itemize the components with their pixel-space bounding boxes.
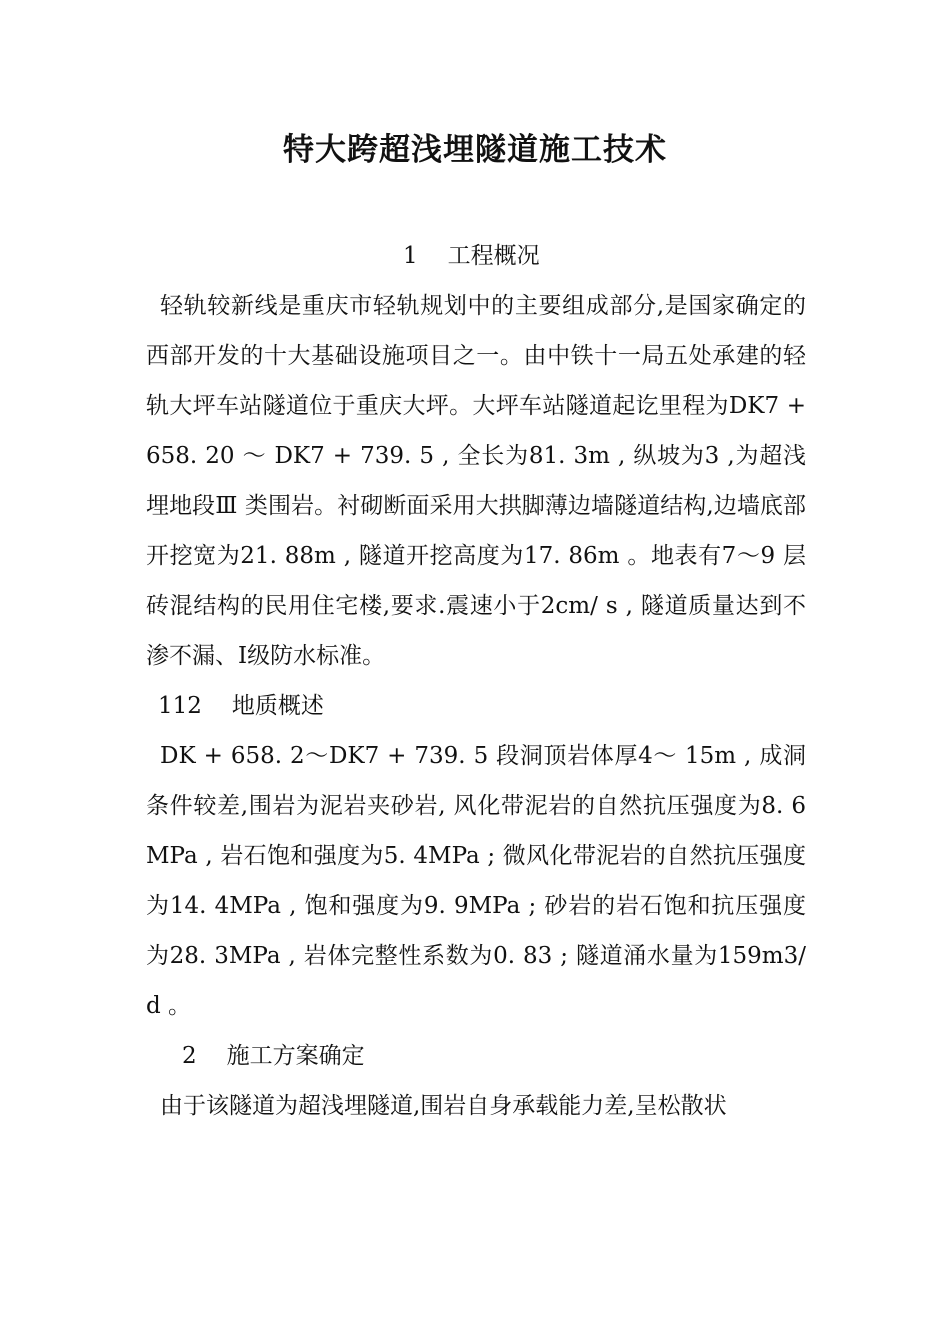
section-title: 地质概述 [231,693,324,719]
section-heading-overview [146,231,806,281]
document-title: 特大跨超浅埋隧道施工技术 [283,132,667,168]
section-heading-construction-plan [146,1031,806,1081]
paragraph-geology: DK + 658. 2～DK7 + 739. 5 段洞顶岩体厚4～ 15m , 成洞条件较差,围岩为泥岩夹砂岩, 风化带泥岩的自然抗压强度为8. 6MPa , 岩石饱和强度为5. 4MPa ; 微风化带泥岩的自然抗压强度为14. 4MPa , 饱和强度为9. 9MPa ; 砂岩的岩石饱和抗压强度为28. 3MPa , 岩体完整性系数为0. 83 ; 隧道涌水量为159m3/ d 。 [146,743,806,1019]
section-title: 工程概况 [447,243,540,269]
document-body [146,231,806,1131]
section-number: 112 [158,693,202,719]
section-number: 1 [403,243,418,269]
paragraph-construction-plan: 由于该隧道为超浅埋隧道,围岩自身承载能力差,呈松散状 [160,1093,727,1119]
section-title: 施工方案确定 [226,1043,365,1069]
paragraph-overview: 轻轨较新线是重庆市轻轨规划中的主要组成部分,是国家确定的西部开发的十大基础设施项目之一。由中铁十一局五处承建的轻轨大坪车站隧道位于重庆大坪。大坪车站隧道起讫里程为DK7 + 658. 20 ～ DK7 + 739. 5 , 全长为81. 3m , 纵坡为3 ,为超浅埋地段Ⅲ 类围岩。衬砌断面采用大拱脚薄边墙隧道结构,边墙底部开挖宽为21. 88m , 隧道开挖高度为17. 86m 。地表有7～9 层砖混结构的民用住宅楼,要求.震速小于2cm/ s , 隧道质量达到不渗不漏、Ⅰ级防水标准。 [146,293,806,669]
section-heading-geology [146,681,806,731]
section-number: 2 [182,1043,197,1069]
